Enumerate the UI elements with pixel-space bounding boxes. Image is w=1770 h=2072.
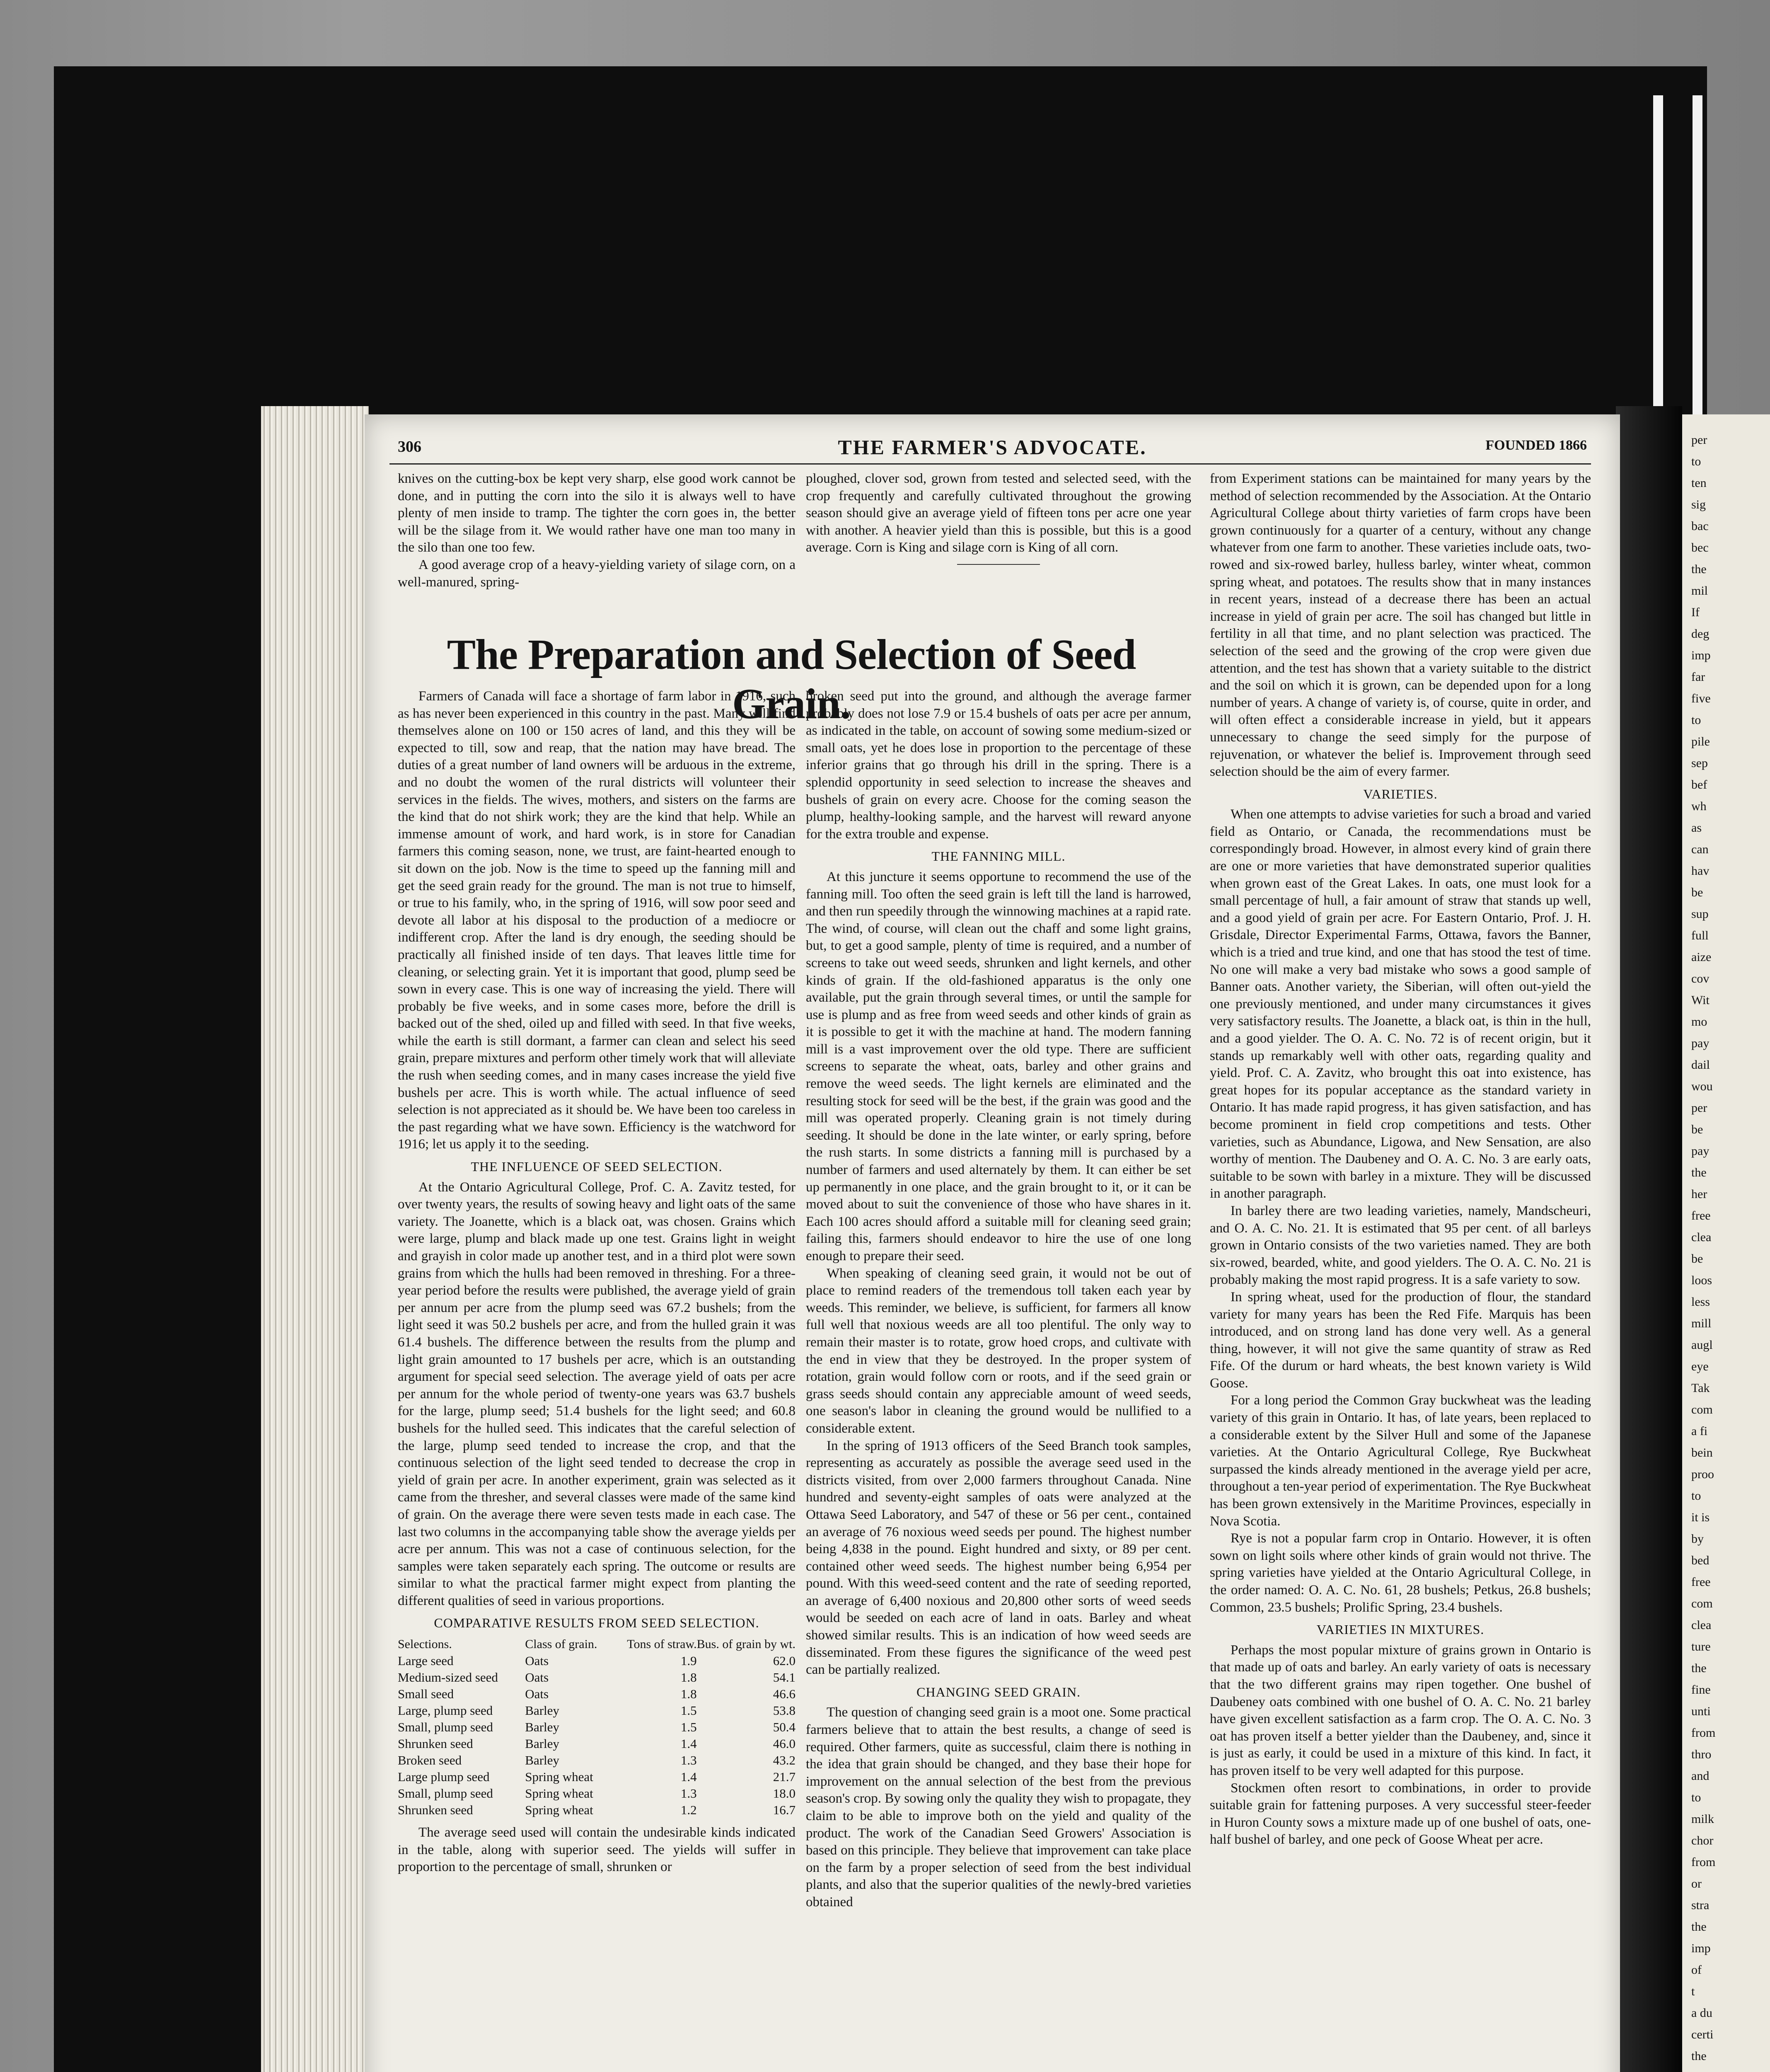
- adjacent-page-word-fragment: augl: [1691, 1338, 1713, 1352]
- adjacent-page-word-fragment: the: [1691, 1166, 1707, 1179]
- adjacent-page-word-fragment: per: [1691, 433, 1707, 447]
- table-cell: Oats: [525, 1653, 549, 1668]
- adjacent-page-word-fragment: dail: [1691, 1058, 1710, 1072]
- adjacent-page-word-fragment: com: [1691, 1597, 1713, 1610]
- adjacent-page-word-fragment: milk: [1691, 1812, 1714, 1826]
- publication-title: THE FARMER'S ADVOCATE.: [838, 436, 1147, 459]
- table-cell: Barley: [525, 1736, 559, 1751]
- adjacent-page-word-fragment: ture: [1691, 1640, 1711, 1653]
- adjacent-page-word-fragment: mil: [1691, 584, 1708, 598]
- adjacent-page-word-fragment: imp: [1691, 1941, 1711, 1955]
- table-cell: Barley: [525, 1703, 559, 1718]
- adjacent-page-word-fragment: cov: [1691, 972, 1710, 985]
- paragraph: When speaking of cleaning seed grain, it would not be out of place to remind readers of the tremendous toll taken each year by weeds. This reminder, we believe, is sufficient, for farmers all know full well that noxious weeds are all too plentiful. The only way to remain their master is to rotate, grow hoed crops, and cultivate with the end in view that they be destroyed. In the proper system of rotation, grain would follow corn or roots, and if the seed grain or grass seeds should contain any appreciable amount of weed seeds, one season's labor in cleaning the ground would be nullified to a considerable extent.: [806, 1266, 1191, 1436]
- adjacent-page-word-fragment: by: [1691, 1532, 1704, 1546]
- table-cell: Oats: [525, 1670, 549, 1685]
- section-heading: THE INFLUENCE OF SEED SELECTION.: [471, 1159, 723, 1174]
- paragraph: A good average crop of a heavy-yielding variety of silage corn, on a well-manured, spring-: [398, 557, 796, 590]
- adjacent-page-word-fragment: be: [1691, 1252, 1703, 1266]
- adjacent-page-word-fragment: pile: [1691, 735, 1710, 748]
- adjacent-page-word-fragment: Tak: [1691, 1381, 1710, 1395]
- adjacent-page-word-fragment: as: [1691, 821, 1702, 835]
- adjacent-page-word-fragment: thro: [1691, 1748, 1712, 1761]
- adjacent-page-word-fragment: wh: [1691, 799, 1707, 813]
- column-header: Selections.: [398, 1637, 452, 1651]
- adjacent-page-word-fragment: a fi: [1691, 1424, 1708, 1438]
- table-row: [398, 1769, 796, 1785]
- table-cell: Broken seed: [398, 1753, 462, 1768]
- paragraph: Stockmen often resort to combinations, in order to provide suitable grain for fattening purposes. A very successful steer-feeder in Huron County sows a mixture made up of one bushel of oats, one-half bushel of barley, and one peck of Goose Wheat per acre.: [1210, 1780, 1591, 1847]
- adjacent-page-word-fragment: be: [1691, 886, 1703, 899]
- table-row: [398, 1802, 796, 1818]
- adjacent-page-word-fragment: sig: [1691, 498, 1706, 511]
- section-heading: THE FANNING MILL.: [931, 849, 1066, 864]
- adjacent-page-word-fragment: sup: [1691, 907, 1709, 921]
- table-cell: 1.3: [680, 1786, 697, 1801]
- table-cell: 46.6: [773, 1687, 796, 1702]
- adjacent-page-word-fragment: pay: [1691, 1036, 1710, 1050]
- table-cell: Spring wheat: [525, 1769, 593, 1784]
- adjacent-page-word-fragment: free: [1691, 1209, 1711, 1222]
- adjacent-page-word-fragment: chor: [1691, 1834, 1714, 1847]
- table-cell: Small seed: [398, 1687, 454, 1702]
- table-cell: 54.1: [773, 1670, 796, 1685]
- adjacent-page-word-fragment: from: [1691, 1855, 1716, 1869]
- adjacent-page-word-fragment: less: [1691, 1295, 1710, 1309]
- adjacent-page-word-fragment: certi: [1691, 2028, 1714, 2041]
- table-cell: 50.4: [773, 1720, 796, 1735]
- table-cell: 1.9: [680, 1653, 697, 1668]
- paragraph: Farmers of Canada will face a shortage of farm labor in 1916, such as has never been experienced in this country in the past. Many will find themselves alone on 100 or 150 acres of land, and this they will be expected to till, sow and reap, that the nation may have bread. The duties of a great number of land owners will be arduous in the extreme, and no doubt the women of the rural districts will volunteer their services in the fields. The wives, mothers, and sisters on the farms are the kind that do not shirk work; they are the kind that help. While an immense amount of work, and hard work, is in store for Canadian farmers this coming season, none, we trust, are faint-hearted enough to sit down on the job. Now is the time to speed up the fanning mill and get the seed grain ready for the ground. The man is not true to himself, or true to his family, who, in the spring of 1916, will sow poor seed and devote all labor at his disposal to the production of a mediocre or indifferent crop. After the land is dry enough, the seeding should be practically all finished inside of ten days. That leaves little time for cleaning, or selecting grain. Yet it is important that good, plump seed be sown in every case. This is one way of increasing the yield. There will probably be five weeks, and in some cases more, before the drill is backed out of the shed, oiled up and filled with seed. In that five weeks, while the earth is still dormant, a farmer can clean and select his seed grain, prepare mixtures and perform other timely work that will alleviate the rush when seeding comes, and in many cases increase the yield five bushels per acre. This is worth while. The actual influence of seed selection is not appreciated as it should be. We have been too careless in the past regarding what we have sown. Efficiency is the watchword for 1916; let us apply it to the seeding.: [398, 689, 796, 1152]
- table-cell: Spring wheat: [525, 1786, 593, 1801]
- table-row: [398, 1702, 796, 1719]
- adjacent-page-word-fragment: full: [1691, 929, 1709, 942]
- article-column-3: [1210, 470, 1591, 1849]
- adjacent-page-word-fragment: deg: [1691, 627, 1710, 641]
- table-cell: Oats: [525, 1687, 549, 1702]
- scan-edge-mark: [1693, 95, 1702, 443]
- paragraph: In the spring of 1913 officers of the Seed Branch took samples, representing as accurately as possible the average seed used in the districts visited, from over 2,000 farmers throughout Canada. Nine hundred and seventy-eight samples of oats were analyzed at the Ottawa Seed Laboratory, and 547 of these or 56 per cent., contained an average of 76 noxious weed seeds per pound. The highest number being 4,838 in the pound. Eight hundred and sixty, or 89 per cent. contained other weed seeds. The highest number being 6,954 per pound. With this weed-seed content and the rate of seeding reported, an average of 6,400 noxious and 20,800 other sorts of weed seeds would be seeded on each acre of land in oats. Barley and wheat showed similar results. This is an indication of how weed seeds are disseminated. From these figures the significance of the weed pest can be partially realized.: [806, 1438, 1191, 1677]
- page-number: 306: [398, 438, 421, 455]
- adjacent-page-word-fragment: her: [1691, 1187, 1707, 1201]
- book-gutter: [1616, 406, 1682, 2072]
- table-body: [398, 1653, 796, 1818]
- adjacent-page-word-fragment: to: [1691, 1791, 1701, 1804]
- previous-article-column-1: [398, 470, 796, 591]
- table-cell: 18.0: [773, 1786, 796, 1801]
- column-header: Class of grain.: [525, 1637, 597, 1651]
- table-row: [398, 1752, 796, 1769]
- table-row: [398, 1653, 796, 1669]
- table-cell: 1.5: [680, 1720, 697, 1735]
- table-cell: 1.2: [680, 1803, 697, 1818]
- table-cell: Barley: [525, 1753, 559, 1768]
- adjacent-page-fragment: [1682, 414, 1770, 2072]
- paragraph: from Experiment stations can be maintained for many years by the method of selection recommended by the Association. At the Ontario Agricultural College about thirty varieties of farm crops have been grown continuously for a quarter of a century, without any change whatever from one farm to another. These varieties include oats, two-rowed and six-rowed barley, hulless barley, winter wheat, common spring wheat, and potatoes. The results show that in many instances in recent years, instead of a decrease there has been an actual increase in yield of grain per acre. The soil has changed but little in fertility in all that time, and no plant selection was practiced. The selection of the seed and the growing of the crop were given due attention, and the test has shown that a variety suitable to the district and the soil on which it is grown, can be depended upon for a long number of years. A change of variety is, of course, quite in order, and will often effect a considerable increase in yield, but it appears unnecessary to change the seed simply for the purpose of rejuvenation, or whatever the belief is. Improvement through seed selection should be the aim of every farmer.: [1210, 471, 1591, 779]
- article-headline: The Preparation and Selection of Seed Grain.: [447, 631, 1136, 728]
- adjacent-page-word-fragment: be: [1691, 1123, 1703, 1136]
- adjacent-page-word-fragment: from: [1691, 1726, 1716, 1740]
- column-header: Tons of straw.: [627, 1637, 697, 1651]
- adjacent-page-word-fragment: the: [1691, 2049, 1707, 2063]
- previous-article-column-2: [806, 470, 1191, 565]
- paragraph: Rye is not a popular farm crop in Ontario. However, it is often sown on light soils where other kinds of grain would not thrive. The spring varieties have yielded at the Ontario Agricultural College, in the order named: O. A. C. No. 61, 28 bushels; Petkus, 26.8 bushels; Common, 23.5 bushels; Prolific Spring, 23.4 bushels.: [1210, 1531, 1591, 1615]
- adjacent-page-word-fragment: mo: [1691, 1015, 1707, 1029]
- adjacent-page-word-fragment: ten: [1691, 476, 1707, 490]
- adjacent-page-word-fragment: the: [1691, 1920, 1707, 1934]
- adjacent-page-word-fragment: it is: [1691, 1510, 1710, 1524]
- paragraph: At this juncture it seems opportune to recommend the use of the fanning mill. Too often the seed grain is left till the land is harrowed, and then run speedily through the winnowing machines at a rapid rate. The wind, of course, will clean out the chaff and some light grains, but, to get a good sample, plenty of time is required, and a number of screens to take out weed seeds, shrunken and light kernels, and other kinds of grain. If the old-fashioned apparatus is the only one available, put the grain through several times, or until the sample for use is plump and as free from weed seeds and other kinds of grain as it is possible to get it with the machine at hand. The modern fanning mill is a vast improvement over the old type. There are sufficient screens to separate the wheat, oats, barley and other grains and remove the weed seeds. The light kernels are eliminated and the resulting stock for seed will be the best, if the grain was good and the mill was operated properly. Cleaning grain is not timely during seeding. It should be done in the late winter, or early spring, before the rush starts. In some districts a fanning mill is purchased by a number of farmers and used alternately by them. It can either be set up permanently in one place, and the grain brought to it, or it can be moved about to suit the convenience of those who have shares in it. Each 100 acres should afford a suitable mill for cleaning seed grain; failing this, farmers should endeavor to hire the use of one long enough to prepare their seed.: [806, 869, 1191, 1264]
- table-row: [398, 1736, 796, 1752]
- adjacent-page-word-fragment: imp: [1691, 649, 1711, 662]
- adjacent-page-word-fragment: per: [1691, 1101, 1707, 1115]
- table-cell: Large, plump seed: [398, 1703, 493, 1718]
- adjacent-page-word-fragment: eye: [1691, 1360, 1709, 1373]
- paragraph: knives on the cutting-box be kept very sharp, else good work cannot be done, and in putting the corn into the silo it is always well to have plenty of men inside to tramp. The tighter the corn goes in, the better will be the silage from it. We would rather have one man too many in the silo than one too few.: [398, 471, 796, 555]
- table-cell: Large plump seed: [398, 1769, 490, 1784]
- table-cell: Shrunken seed: [398, 1736, 473, 1751]
- table-cell: 53.8: [773, 1703, 796, 1718]
- table-row: [398, 1669, 796, 1686]
- adjacent-page-word-fragment: bein: [1691, 1446, 1713, 1460]
- paragraph: In spring wheat, used for the production of flour, the standard variety for many years has been the Red Fife. Marquis has been introduced, and on strong land has done very well. As a general thing, however, it will not give the same quantity of straw as Red Fife. Of the durum or hard wheats, the best known variety is Wild Goose.: [1210, 1289, 1591, 1391]
- table-cell: 16.7: [773, 1803, 796, 1818]
- table-cell: Medium-sized seed: [398, 1670, 498, 1685]
- paragraph: In barley there are two leading varieties, namely, Mandscheuri, and O. A. C. No. 21. It is estimated that 95 per cent. of all barleys grown in Ontario consists of the two varieties named. They are both six-rowed, bearded, white, and good yielders. The O. A. C. No. 21 is probably making the most rapid progress. It is a safe variety to sow.: [1210, 1203, 1591, 1288]
- table-row: [398, 1686, 796, 1702]
- adjacent-page-word-fragment: the: [1691, 1661, 1707, 1675]
- adjacent-page-word-fragment: bef: [1691, 778, 1707, 792]
- table-cell: 1.4: [680, 1736, 697, 1751]
- section-heading: VARIETIES IN MIXTURES.: [1316, 1622, 1485, 1637]
- adjacent-page-word-fragment: and: [1691, 1769, 1710, 1783]
- paragraph: broken seed put into the ground, and although the average farmer probably does not lose 7.9 or 15.4 bushels of oats per acre per annum, as indicated in the table, on account of sowing some medium-sized or small oats, yet he does lose in proportion to the percentage of these inferior grains that go through his drill in the spring. There is a splendid opportunity in seed selection to increase the sheaves and bushels of grain on every acre. Choose for the coming season the plump, healthy-looking sample, and the harvest will reward anyone for the extra trouble and expense.: [806, 689, 1191, 842]
- section-heading: CHANGING SEED GRAIN.: [916, 1684, 1081, 1699]
- adjacent-page-word-fragment: bec: [1691, 541, 1709, 554]
- table-header-row: [398, 1636, 796, 1653]
- table-cell: 1.8: [680, 1670, 697, 1685]
- section-heading: VARIETIES.: [1363, 786, 1438, 801]
- table-cell: 1.5: [680, 1703, 697, 1718]
- adjacent-page-word-fragment: of: [1691, 1963, 1702, 1977]
- adjacent-page-word-fragment: the: [1691, 562, 1707, 576]
- table-cell: 21.7: [773, 1769, 796, 1784]
- adjacent-page-word-fragment: can: [1691, 842, 1709, 856]
- adjacent-page-word-fragment: mill: [1691, 1317, 1712, 1330]
- table-row: [398, 1719, 796, 1736]
- paragraph: The question of changing seed grain is a moot one. Some practical farmers believe that to attain the best results, a change of seed is required. Other farmers, quite as successful, claim there is nothing in the idea that grain should be changed, and they base their hope for improvement on the annual selection of the best from the previous season's crop. By sowing only the quality they wish to propagate, they claim to be able to improve both on the yield and quality of the product. The work of the Canadian Seed Growers' Association is based on this principle. They believe that improvement can take place on the farm by a proper selection of seed from the best individual plants, and also that the superior qualities of the newly-bred varieties obtained: [806, 1705, 1191, 1910]
- article-column-2: [806, 688, 1191, 1911]
- paragraph: At the Ontario Agricultural College, Prof. C. A. Zavitz tested, for over twenty years, the results of sowing heavy and light oats of the same variety. The Joanette, which is a black oat, was chosen. Grains which were large, plump and black made up one test. Grains light in weight and grayish in color made up another test, and in a third plot were sown grains from which the hulls had been removed in threshing. For a three-year period before the results were published, the average yield of grain per annum per acre from the plump seed was 67.2 bushels; from the light seed it was 50.2 bushels per acre, and from the hulled grain it was 61.4 bushels. The difference between the results from the plump and light grain amounted to 17 bushels per acre, which is an outstanding argument for special seed selection. The average yield of oats per acre per annum for the whole period of twenty-one years was 63.7 bushels for the large, plump seed; 51.4 bushels for the light seed; and 60.8 bushels for the hulled seed. This indicates that the careful selection of the large, plump seed tended to increase the crop, and that the continuous selection of the light seed tended to decrease the crop in yield of grain per acre. In another experiment, grain was selected as it came from the thresher, and several classes were made of the same kind of grain. On the average there were seven tests made in each case. The last two columns in the accompanying table show the average yields per acre per annum. This was not a case of continuous selection, for the samples were taken separately each spring. The outcome or results are similar to what the practical farmer might expect from planting the different qualities of seed in various proportions.: [398, 1179, 796, 1608]
- table-cell: Small, plump seed: [398, 1786, 493, 1801]
- adjacent-page-word-fragment: a du: [1691, 2006, 1712, 2020]
- newspaper-page: [365, 414, 1620, 2072]
- table-cell: 43.2: [773, 1753, 796, 1768]
- table-row: [398, 1785, 796, 1802]
- book-page-edges: [261, 406, 369, 2072]
- table-cell: 1.4: [680, 1769, 697, 1784]
- paragraph: The average seed used will contain the undesirable kinds indicated in the table, along with superior seed. The yields will suffer in proportion to the percentage of small, shrunken or: [398, 1825, 796, 1875]
- adjacent-page-word-fragment: com: [1691, 1403, 1713, 1416]
- article-column-1: [398, 688, 796, 1876]
- paragraph: When one attempts to advise varieties for such a broad and varied field as Ontario, or Canada, the recommendations must be correspondingly broad. However, in almost every kind of grain there are one or more varieties that have demonstrated superior qualities when grown east of the Great Lakes. In oats, one must look for a small percentage of hull, a fair amount of straw that stands up well, and a good yield of grain per acre. For Eastern Ontario, Prof. J. H. Grisdale, Director Experimental Farms, Ottawa, favors the Banner, which is a tried and true kind, and one that has stood the test of time. No one will make a very bad mistake who sows a good sample of Banner oats. Another variety, the Siberian, will often out-yield the one previously mentioned, and under many circumstances it gives very satisfactory results. The Joanette, a black oat, is thin in the hull, and a good yielder. The O. A. C. No. 72 is of recent origin, but it stands up remarkably well with other oats, regarding quality and yield. Prof. C. A. Zavitz, who brought this oat into existence, has great hopes for its popular acceptance as the standard variety in Ontario. It has made rapid progress, it has given satisfaction, and has become prominent in field crop competitions and tests. Other varieties, such as Abundance, Ligowa, and New Sensation, are also worthy of mention. The Daubeney and O. A. C. No. 3 are early oats, suitable to be sown with barley in a mixture. They will be discussed in another paragraph.: [1210, 807, 1591, 1201]
- table-cell: Shrunken seed: [398, 1803, 473, 1818]
- table-cell: Large seed: [398, 1653, 454, 1668]
- adjacent-page-word-fragment: to: [1691, 455, 1701, 468]
- adjacent-page-word-fragment: wou: [1691, 1080, 1713, 1093]
- adjacent-page-word-fragment: If: [1691, 605, 1700, 619]
- adjacent-page-word-fragment: stra: [1691, 1898, 1710, 1912]
- seed-selection-table: [398, 1636, 796, 1818]
- paragraph: Perhaps the most popular mixture of grains grown in Ontario is that made up of oats and barley. An early variety of oats is necessary that the two different grains may ripen together. One bushel of Daubeney oats combined with one bushel of O. A. C. No. 21 barley have given excellent satisfaction as a farm crop. The O. A. C. No. 3 oat has proven itself a better yielder than the Daubeney, and, since it is just as early, it could be used in a mixture of this kind. In fact, it has proven itself to be very well adapted for this purpose.: [1210, 1642, 1591, 1778]
- adjacent-page-word-fragment: sep: [1691, 756, 1708, 770]
- table-cell: Barley: [525, 1720, 559, 1735]
- adjacent-page-word-fragment: clea: [1691, 1230, 1712, 1244]
- adjacent-page-word-fragment: clea: [1691, 1618, 1712, 1632]
- adjacent-page-word-fragment: or: [1691, 1877, 1702, 1890]
- adjacent-page-word-fragment: to: [1691, 713, 1701, 727]
- adjacent-page-word-fragment: far: [1691, 670, 1705, 684]
- paragraph: ploughed, clover sod, grown from tested and selected seed, with the crop frequently and carefully cultivated throughout the growing season should give an average yield of fifteen tons per acre one year with another. A heavier yield than this is possible, but this is a good average. Corn is King and silage corn is King of all corn.: [806, 471, 1191, 555]
- table-cell: Spring wheat: [525, 1803, 593, 1818]
- adjacent-page-word-fragment: unti: [1691, 1704, 1711, 1718]
- adjacent-page-word-fragment: aize: [1691, 950, 1712, 964]
- adjacent-page-word-fragment: hav: [1691, 864, 1710, 878]
- adjacent-page-word-fragment: loos: [1691, 1273, 1712, 1287]
- column-header: Bus. of grain by wt.: [696, 1637, 796, 1651]
- header-rule: [389, 463, 1591, 465]
- page-header: [398, 435, 1587, 460]
- table-cell: 1.3: [680, 1753, 697, 1768]
- table-cell: 46.0: [773, 1736, 796, 1751]
- adjacent-page-word-fragment: bed: [1691, 1554, 1710, 1567]
- adjacent-page-word-fragment: fine: [1691, 1683, 1711, 1697]
- adjacent-page-word-fragment: to: [1691, 1489, 1701, 1503]
- adjacent-page-word-fragment: pay: [1691, 1144, 1710, 1158]
- paragraph: For a long period the Common Gray buckwheat was the leading variety of this grain in Ontario. It has, of late years, been replaced to a considerable extent by the Silver Hull and some of the Japanese varieties. At the Ontario Agricultural College, Rye Buckwheat surpassed the kinds already mentioned in the average yield per acre, throughout a ten-year period of experimentation. The Rye Buckwheat has been grown extensively in the Maritime Provinces, especially in Nova Scotia.: [1210, 1393, 1591, 1529]
- table-cell: 62.0: [773, 1653, 796, 1668]
- table-title: COMPARATIVE RESULTS FROM SEED SELECTION.: [434, 1615, 759, 1631]
- adjacent-page-word-fragment: free: [1691, 1575, 1711, 1589]
- adjacent-page-word-fragment: bac: [1691, 519, 1709, 533]
- adjacent-page-word-fragment: t: [1691, 1985, 1695, 1998]
- table-cell: Small, plump seed: [398, 1720, 493, 1735]
- adjacent-page-word-fragment: Wit: [1691, 993, 1710, 1007]
- founded-note: FOUNDED 1866: [1485, 438, 1587, 453]
- adjacent-page-word-fragment: five: [1691, 692, 1711, 705]
- article-separator: [957, 564, 1040, 565]
- scan-edge-mark: [1653, 95, 1663, 443]
- adjacent-page-word-fragment: proo: [1691, 1467, 1714, 1481]
- table-cell: 1.8: [680, 1687, 697, 1702]
